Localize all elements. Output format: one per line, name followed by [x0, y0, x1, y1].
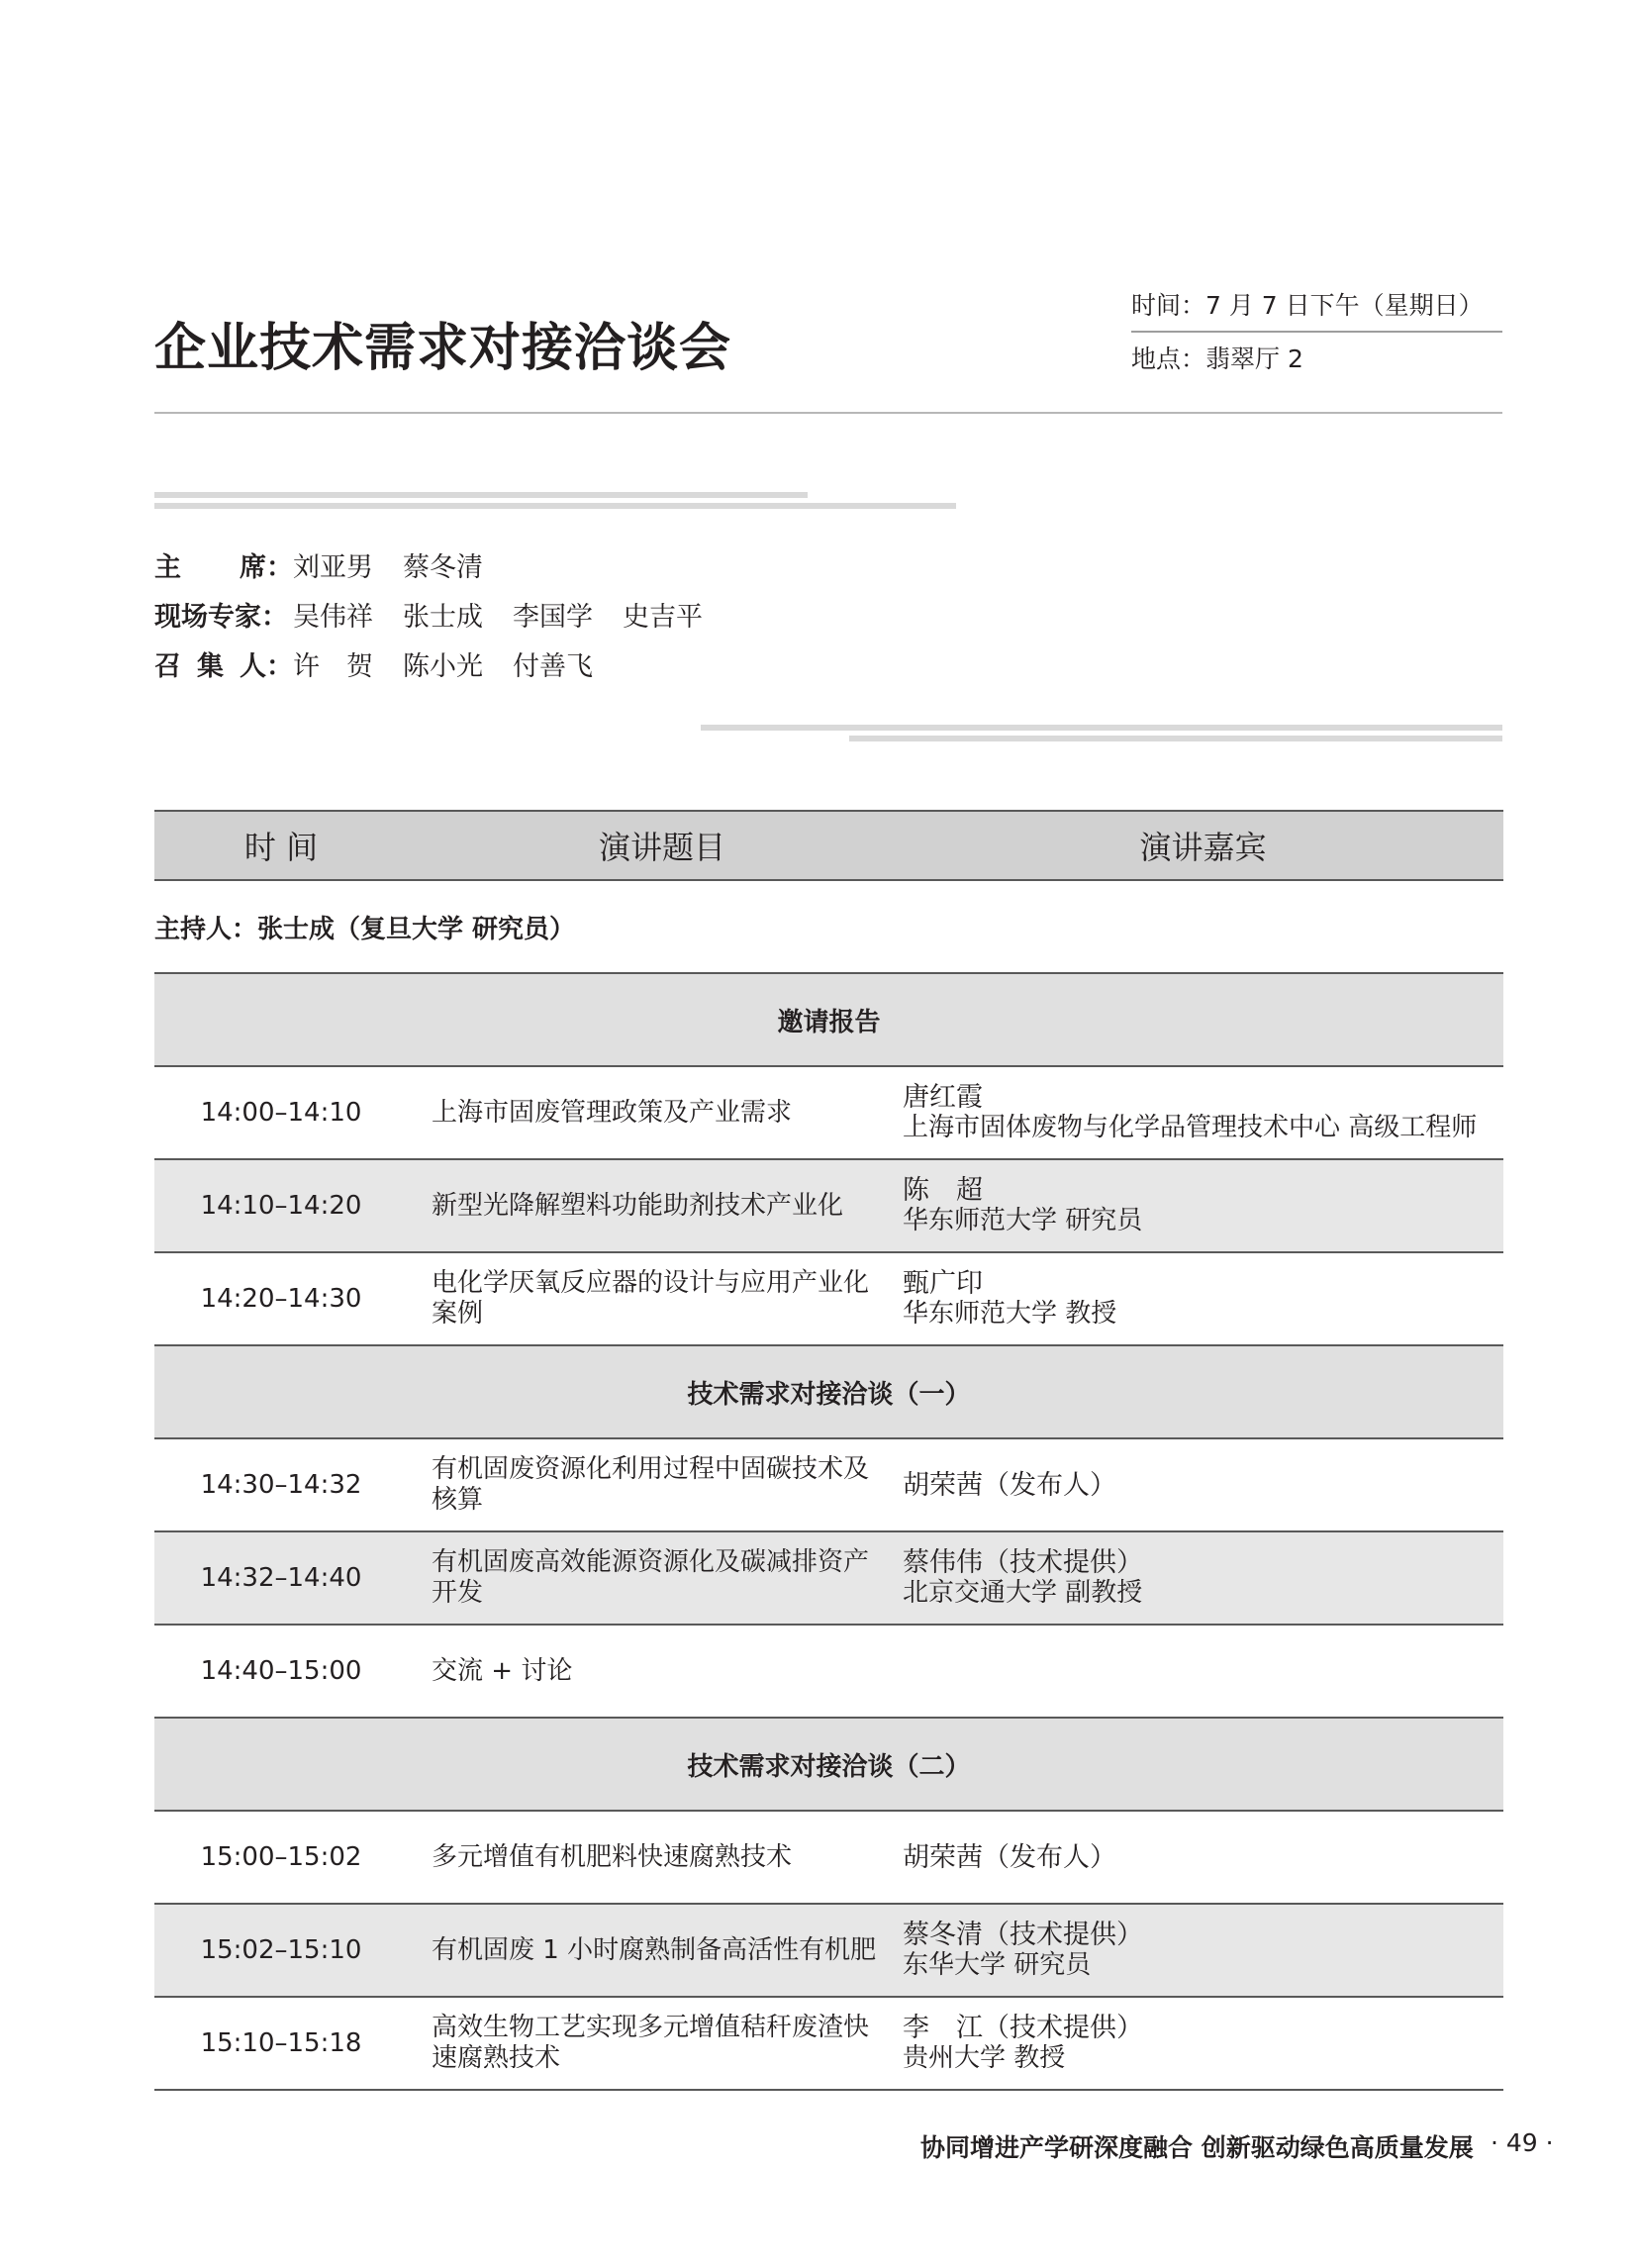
- decorative-bar: [701, 725, 1502, 731]
- speaker-cell: [903, 1997, 1503, 2090]
- expert-name: 李国学: [513, 602, 593, 633]
- speaker-name: 胡荣茜（发布人）: [903, 1841, 1116, 1873]
- header-divider: [154, 412, 1502, 414]
- speaker-affiliation: 华东师范大学 教授: [903, 1299, 1117, 1329]
- host-row: [154, 880, 1503, 973]
- table-row: [154, 1252, 1503, 1345]
- header-topic: 演讲题目: [408, 811, 903, 880]
- talk-topic: 电化学厌氧反应器的设计与应用产业化案例: [408, 1252, 903, 1345]
- page-number: · 49 ·: [1491, 2128, 1554, 2157]
- expert-row: [154, 596, 732, 640]
- speaker-name: 陈 超: [903, 1175, 983, 1206]
- speaker-affiliation: 东华大学 研究员: [903, 1950, 1092, 1980]
- session-time: 14:40–15:00: [154, 1625, 408, 1718]
- table-row: [154, 1625, 1503, 1718]
- page-title: 企业技术需求对接洽谈会: [154, 319, 732, 378]
- speaker-affiliation: 北京交通大学 副教授: [903, 1578, 1143, 1608]
- talk-topic: 有机固废高效能源资源化及碳减排资产开发: [408, 1531, 903, 1625]
- chair-row: [154, 546, 513, 590]
- session-time: 14:20–14:30: [154, 1252, 408, 1345]
- speaker-name: 蔡冬清（技术提供）: [903, 1920, 1143, 1950]
- speaker-affiliation: 华东师范大学 研究员: [903, 1206, 1143, 1235]
- event-time: 时间：7 月 7 日下午（星期日）: [1131, 291, 1484, 320]
- session-time: 14:30–14:32: [154, 1438, 408, 1531]
- event-place: 地点：翡翠厅 2: [1131, 345, 1303, 373]
- decorative-bar: [154, 492, 808, 498]
- decorative-bar: [849, 736, 1502, 741]
- speaker-cell: [903, 1159, 1503, 1252]
- section-title: 技术需求对接洽谈（二）: [154, 1718, 1503, 1811]
- speaker-cell: [903, 1811, 1503, 1904]
- header-time: 时 间: [154, 811, 408, 880]
- speaker-affiliation: 上海市固体废物与化学品管理技术中心 高级工程师: [903, 1113, 1478, 1142]
- table-row: [154, 1066, 1503, 1159]
- session-time: 15:02–15:10: [154, 1904, 408, 1997]
- talk-topic: 有机固废 1 小时腐熟制备高活性有机肥: [408, 1904, 903, 1997]
- header-speaker: 演讲嘉宾: [903, 811, 1503, 880]
- speaker-name: 蔡伟伟（技术提供）: [903, 1547, 1143, 1578]
- section-row: [154, 1345, 1503, 1438]
- footer-slogan: 协同增进产学研深度融合 创新驱动绿色高质量发展: [920, 2133, 1474, 2162]
- speaker-cell: [903, 1252, 1503, 1345]
- chair-name: 刘亚男: [293, 552, 373, 583]
- talk-topic: 高效生物工艺实现多元增值秸秆废渣快速腐熟技术: [408, 1997, 903, 2090]
- speaker-name: 唐红霞: [903, 1082, 983, 1113]
- convener-name: 许 贺: [293, 651, 373, 682]
- program-table: [154, 810, 1503, 2091]
- session-time: 15:00–15:02: [154, 1811, 408, 1904]
- section-title: 邀请报告: [154, 973, 1503, 1066]
- speaker-cell: [903, 1066, 1503, 1159]
- talk-topic: 有机固废资源化利用过程中固碳技术及核算: [408, 1438, 903, 1531]
- speaker-cell: [903, 1625, 1503, 1718]
- table-row: [154, 1438, 1503, 1531]
- speaker-name: 李 江（技术提供）: [903, 2013, 1143, 2043]
- convener-label: 召 集 人：: [154, 651, 293, 682]
- speaker-name: 胡荣茜（发布人）: [903, 1469, 1116, 1501]
- chair-name: 蔡冬清: [403, 552, 483, 583]
- table-row: [154, 1997, 1503, 2090]
- section-title: 技术需求对接洽谈（一）: [154, 1345, 1503, 1438]
- speaker-affiliation: 贵州大学 教授: [903, 2043, 1066, 2073]
- session-time: 14:00–14:10: [154, 1066, 408, 1159]
- decorative-bar: [154, 503, 956, 509]
- host-text: 主持人：张士成（复旦大学 研究员）: [154, 880, 1503, 973]
- expert-name: 张士成: [403, 602, 483, 633]
- table-header-row: [154, 811, 1503, 880]
- speaker-name: 甄广印: [903, 1268, 983, 1299]
- talk-topic: 新型光降解塑料功能助剂技术产业化: [408, 1159, 903, 1252]
- speaker-cell: [903, 1531, 1503, 1625]
- expert-label: 现场专家：: [154, 602, 288, 633]
- convener-row: [154, 645, 623, 689]
- talk-topic: 多元增值有机肥料快速腐熟技术: [408, 1811, 903, 1904]
- expert-name: 吴伟祥: [293, 602, 373, 633]
- expert-name: 史吉平: [623, 602, 703, 633]
- chair-label: 主 席：: [154, 552, 293, 583]
- table-row: [154, 1811, 1503, 1904]
- talk-topic: 交流 + 讨论: [408, 1625, 903, 1718]
- speaker-cell: [903, 1904, 1503, 1997]
- section-row: [154, 973, 1503, 1066]
- table-row: [154, 1531, 1503, 1625]
- table-row: [154, 1159, 1503, 1252]
- session-time: 14:10–14:20: [154, 1159, 408, 1252]
- convener-name: 陈小光: [403, 651, 483, 682]
- session-time: 15:10–15:18: [154, 1997, 408, 2090]
- speaker-cell: [903, 1438, 1503, 1531]
- meta-divider: [1131, 331, 1502, 333]
- section-row: [154, 1718, 1503, 1811]
- convener-name: 付善飞: [513, 651, 593, 682]
- table-row: [154, 1904, 1503, 1997]
- talk-topic: 上海市固废管理政策及产业需求: [408, 1066, 903, 1159]
- session-time: 14:32–14:40: [154, 1531, 408, 1625]
